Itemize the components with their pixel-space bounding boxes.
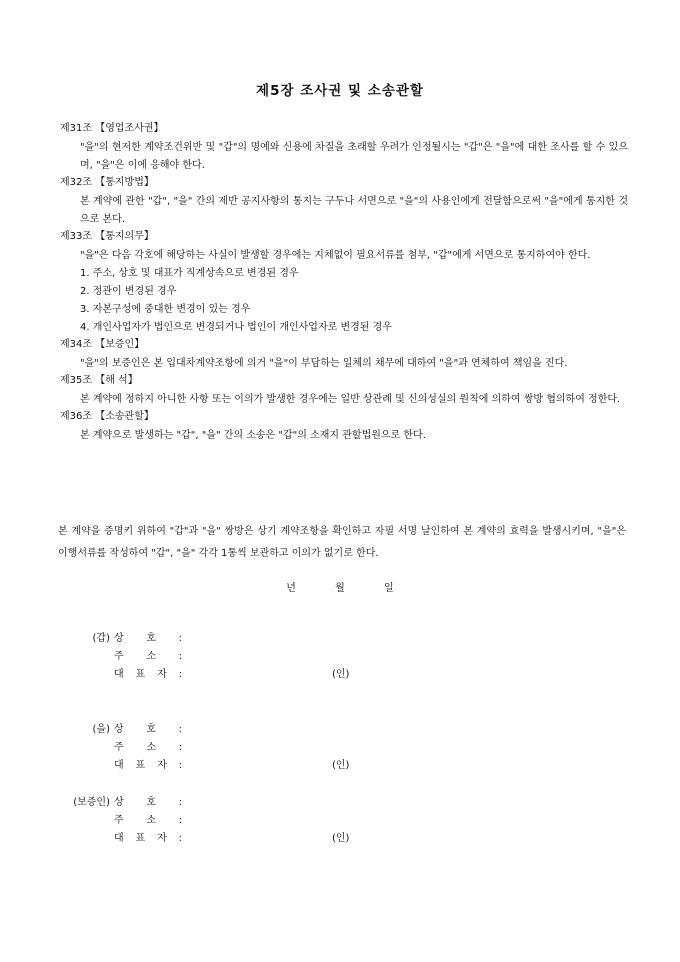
representative-row [60, 830, 460, 848]
article-heading: 제34조 【보증인】 [60, 339, 145, 350]
chapter-title: 제5장 조사권 및 소송관할 [256, 83, 424, 99]
trade-name-label: 상 호 : [114, 797, 182, 808]
trade-name-row [60, 721, 460, 739]
article-body: 본 계약에 정하지 아니한 사항 또는 이의가 발생한 경우에는 일반 상관례 및 신의성실의 원칙에 의하여 쌍방 협의하여 정한다. [80, 394, 621, 405]
article-34 [60, 337, 628, 373]
date-day-label: 일 [384, 583, 394, 594]
article-body: 본 계약으로 발생하는 "갑", "을" 간의 소송은 "갑"의 소재지 관할법원으로 한다. [80, 430, 426, 441]
article-heading: 제33조 【통지의무】 [60, 231, 154, 242]
date-month-label: 월 [335, 583, 345, 594]
article-body: "을"은 다음 각호에 해당하는 사실이 발생할 경우에는 지체없이 필요서류를 첨부, "갑"에게 서면으로 통지하여야 한다. [80, 250, 591, 261]
article-heading: 제32조 【통지방법】 [60, 177, 154, 188]
article-36 [60, 409, 628, 445]
trade-name-label: 상 호 : [114, 724, 182, 735]
party-role: (보증인) [73, 797, 110, 808]
seal-mark: (인) [332, 833, 350, 844]
address-label: 주 소 : [114, 651, 182, 662]
representative-label: 대 표 자 : [114, 833, 182, 844]
address-row [60, 812, 460, 830]
address-label: 주 소 : [114, 742, 182, 753]
article-heading: 제36조 【소송관할】 [60, 411, 154, 422]
article-heading: 제35조 【해 석】 [60, 375, 138, 386]
articles-section [60, 121, 628, 445]
date-year-label: 년 [286, 583, 296, 594]
signing-date [0, 579, 680, 594]
party-role: (갑) [92, 633, 110, 644]
address-row [60, 648, 460, 666]
article-body: "을"의 현저한 계약조건위반 및 "갑"의 명예와 신용에 차질을 초래할 우려가 인정될시는 "갑"은 "을"에 대한 조사를 할 수 있으며, "을"은 이에 응해야 한다. [80, 142, 628, 171]
seal-mark: (인) [332, 669, 350, 680]
article-list-item: 2. 정관이 변경된 경우 [80, 286, 177, 297]
representative-row [60, 666, 460, 684]
article-list-item: 3. 자본구성에 중대한 변경이 있는 경우 [80, 304, 251, 315]
trade-name-row [60, 630, 460, 648]
trade-name-label: 상 호 : [114, 633, 182, 644]
representative-row [60, 757, 460, 775]
party-eul-block [60, 721, 460, 775]
address-row [60, 739, 460, 757]
representative-label: 대 표 자 : [114, 760, 182, 771]
party-guarantor-block [60, 794, 460, 848]
address-label: 주 소 : [114, 815, 182, 826]
article-35 [60, 373, 628, 409]
trade-name-row [60, 794, 460, 812]
party-role: (을) [92, 724, 110, 735]
closing-statement: 본 계약을 증명키 위하여 "갑"과 "을" 쌍방은 상기 계약조항을 확인하고 자필 서명 날인하여 본 계약의 효력을 발생시키며, "을"은 이행서류를 작성하여 "갑", "을" 각각 1통씩 보관하고 이의가 없기로 한다. [58, 526, 626, 559]
article-list-item: 4. 개인사업자가 법인으로 변경되거나 법인이 개인사업자로 변경된 경우 [80, 322, 392, 333]
seal-mark: (인) [332, 760, 350, 771]
representative-label: 대 표 자 : [114, 669, 182, 680]
article-body: 본 계약에 관한 "갑", "을" 간의 제반 공지사항의 통지는 구두나 서면으로 "을"의 사용인에게 전달함으로써 "을"에게 통지한 것으로 본다. [80, 196, 628, 225]
article-list-item: 1. 주소, 상호 및 대표가 직계상속으로 변경된 경우 [80, 268, 299, 279]
party-gap-block [60, 630, 460, 684]
article-32 [60, 175, 628, 229]
article-heading: 제31조 【영업조사권】 [60, 123, 164, 134]
article-31 [60, 121, 628, 175]
article-body: "을"의 보증인은 본 입대차계약조항에 의거 "을"이 부담하는 일체의 채무에 대하여 "을"과 연체하여 책임을 진다. [80, 358, 568, 369]
article-33 [60, 229, 628, 337]
